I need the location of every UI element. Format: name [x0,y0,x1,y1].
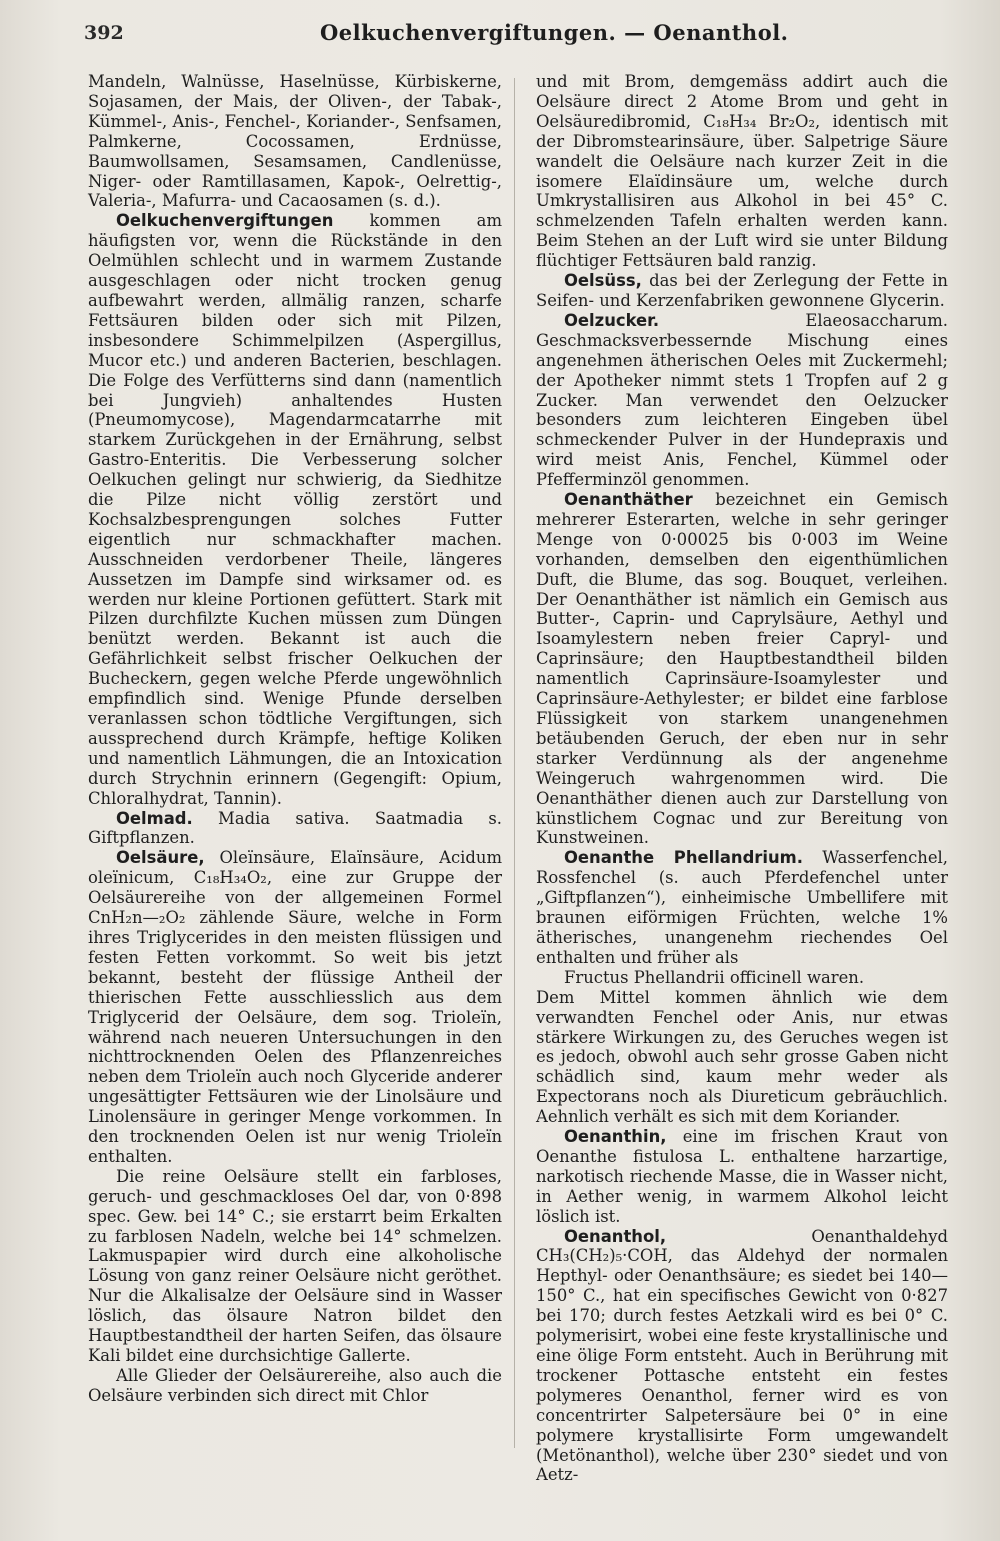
right-column [536,72,948,1485]
entry-headword: Oelsäure, [116,848,205,868]
paragraph-fructus: Fructus Phellandrii officinell waren. [564,967,865,987]
entry-text: Wasserfenchel, Rossfenchel (s. auch Pferdefenchel unter „Giftpflanzen“), einheimische Umbellifere mit braunen eiförmigen Früchten, welche 1% ätherisches, unangenehm riechendes Oel enthalten und früher als [536,848,948,967]
entry-oelkuchenvergiftungen [88,211,502,808]
entry-text: Oenanthaldehyd CH₃(CH₂)₅·COH, das Aldehyd der normalen Hepthyl- oder Oenanthsäure; es siedet bei 140—150° C., hat ein specifisches Gewicht von 0·827 bei 170; durch festes Aetzkali wird es bei 0° C. polymerisirt, wobei eine feste krystallinische und eine ölige Form entsteht. Auch in Berührung mit trockener Pottasche entsteht ein festes polymeres Oenanthol, ferner wird es von concentrirter Salpetersäure bei 0° in eine polymere krystallisirte Form umgewandelt (Metönanthol), welche über 230° siedet und von Aetz- [536,1226,948,1485]
entry-text: kommen am häufigsten vor, wenn die Rückstände in den Oelmühlen schlecht und in warmem Zustande ausgeschlagen oder nicht trocken genug aufbewahrt werden, allmälig ranzen, scharfe Fettsäuren bilden oder sich mit Pilzen, insbesondere Schimmelpilzen (Aspergillus, Mucor etc.) und anderen Bacterien, beschlagen. Die Folge des Verfütterns sind dann (namentlich bei Jungvieh) anhaltendes Husten (Pneumomycose), Magendarmcatarrhe mit starkem Zurückgehen in der Ernährung, selbst Gastro-Enteritis. Die Verbesserung solcher Oelkuchen gelingt nur schwierig, da Siedhitze die Pilze nicht völlig zerstört und Kochsalzbesprengungen solches Futter eigentlich nur schmackhafter machen. Ausschneiden verdorbener Theile, längeres Aussetzen im Dampfe sind wirksamer od. es werden nur kleine Portionen gefüttert. Stark mit Pilzen durchfilzte Kuchen müssen zum Düngen benützt werden. Bekannt ist auch die Gefährlichkeit selbst frischer Oelkuchen der Bucheckern, gegen welche Pferde ungewöhnlich empfindlich sind. Wenige Pfunde derselben veranlassen schon tödtliche Vergiftungen, sich aussprechend durch Krämpfe, heftige Koliken und namentlich Lähmungen, die an Intoxication durch Strychnin erinnern (Gegengift: Opium, Chloralhydrat, Tannin). [88,211,502,808]
entry-headword: Oenanthäther [564,490,693,510]
entry-oelmad [88,809,502,849]
paragraph-reine-oelsaeure: Die reine Oelsäure stellt ein farbloses, geruch- und geschmackloses Oel dar, von 0·898 spec. Gew. bei 14° C.; sie erstarrt beim Erkalten zu farblosen Nadeln, welche bei 14° schmelzen. Lakmuspapier wird durch eine alkoholische Lösung von ganz reiner Oelsäure nicht geröthet. Nur die Alkalisalze der Oelsäure sind in Wasser löslich, das ölsaure Natron bildet den Hauptbestandtheil der harten Seifen, das ölsaure Kali bildet eine durchsichtige Gallerte. [88,1166,502,1365]
left-column [88,72,502,1406]
column-divider [514,78,515,1448]
entry-text: das bei der Zerlegung der Fette in Seifen- und Kerzenfabriken gewonnene Glycerin. [536,271,948,310]
entry-text: Elaeosaccharum. Geschmacksverbessernde Mischung eines angenehmen ätherischen Oeles mit Zuckermehl; der Apotheker nimmt stets 1 Tropfen auf 2 g Zucker. Man verwendet den Oelzucker besonders zum leichteren Eingeben übel schmeckender Pulver in der Hundepraxis und wird meist Anis, Fenchel, Kümmel oder Pfefferminzöl genommen. [536,310,948,490]
page-header [80,18,960,52]
entry-continuation: und mit Brom, demgemäss addirt auch die Oelsäure direct 2 Atome Brom und geht in Oelsäuredibromid, C₁₈H₃₄ Br₂O₂, identisch mit der Dibromstearinsäure, über. Salpetrige Säure wandelt die Oelsäure nach kurzer Zeit in die isomere Elaïdinsäure um, welche durch Umkrystallisiren aus Alkohol in bei 45° C. schmelzenden Tafeln erhalten werden kann. Beim Stehen an der Luft wird sie unter Bildung flüchtiger Fettsäuren bald ranzig. [536,72,948,271]
entry-text: bezeichnet ein Gemisch mehrerer Esterarten, welche in sehr geringer Menge von 0·00025 bis 0·003 im Weine vorhanden, demselben den eigenthümlichen Duft, die Blume, das sog. Bouquet, verleihen. Der Oenanthäther ist nämlich ein Gemisch aus Butter-, Caprin- und Caprylsäure, Aethyl und Isoamylestern neben freier Capryl- und Caprinsäure; den Hauptbestandtheil bilden namentlich Caprinsäure-Isoamylester und Caprinsäure-Aethylester; er bildet eine farblose Flüssigkeit von starkem unangenehmen betäubenden Geruch, der eben nur in sehr starker Verdünnung als der angenehme Weingeruch wahrgenommen wird. Die Oenanthäther dienen auch zur Darstellung von künstlichem Cognac und zur Bereitung von Kunstweinen. [536,490,948,848]
entry-headword: Oenanthin, [564,1127,667,1147]
entry-oenanthe-phellandrium [536,848,948,967]
page-number: 392 [84,22,124,44]
entry-headword: Oelkuchenvergiftungen [116,211,334,231]
entry-text: Madia sativa. Saatmadia s. Giftpflanzen. [88,808,502,848]
entry-oenanthaether [536,490,948,848]
entry-oelsuess [536,271,948,311]
running-head: Oelkuchenvergiftungen. — Oenanthol. [320,20,789,45]
entry-oenanthol [536,1227,948,1486]
entry-headword: Oelsüss, [564,271,642,291]
entry-oelzucker [536,311,948,490]
entry-text: Oleïnsäure, Elaïnsäure, Acidum oleïnicum, C₁₈H₃₄O₂, eine zur Gruppe der Oelsäurereihe von der allgemeinen Formel CnH₂n—₂O₂ zählende Säure, welche in Form ihres Triglycerides in den meisten flüssigen und festen Fetten vorkommt. So weit bis jetzt bekannt, besteht der flüssige Antheil der thierischen Fette ausschliesslich aus dem Triglycerid der Oelsäure, dem sog. Trioleïn, während nach neueren Untersuchungen in den nichttrocknenden Oelen des Pflanzenreiches neben dem Trioleïn auch noch Glyceride anderer ungesättigter Fettsäuren wie der Linolsäure und Linolensäure in geringer Menge vorkommen. In den trocknenden Oelen ist nur wenig Trioleïn enthalten. [88,848,502,1166]
paragraph-wirkung: Dem Mittel kommen ähnlich wie dem verwandten Fenchel oder Anis, nur etwas stärkere Wirkungen zu, des Geruches wegen ist es jedoch, obwohl auch sehr grosse Gaben nicht schädlich sind, kaum mehr weder als Expectorans noch als Diureticum gebräuchlich. Aehnlich verhält es sich mit dem Koriander. [536,987,948,1127]
entry-headword: Oenanthe Phellandrium. [564,848,803,868]
entry-text: eine im frischen Kraut von Oenanthe fistulosa L. enthaltene harzartige, narkotisch riechende Masse, die in Wasser nicht, in Aether wenig, in warmem Alkohol leicht löslich ist. [536,1127,948,1226]
entry-headword: Oenanthol, [564,1226,667,1246]
entry-oenanthin [536,1127,948,1227]
entry-continuation: Mandeln, Walnüsse, Haselnüsse, Kürbiskerne, Sojasamen, der Mais, der Oliven-, der Tabak-, Kümmel-, Anis-, Fenchel-, Koriander-, Senfsamen, Palmkerne, Cocossamen, Erdnüsse, Baumwollsamen, Sesamsamen, Candlenüsse, Niger- oder Ramtillasamen, Kapok-, Oelrettig-, Valeria-, Mafurra- und Cacaosamen (s. d.). [88,72,502,211]
entry-headword: Oelmad. [116,808,193,828]
paragraph-oelsaeurereihe: Alle Glieder der Oelsäurereihe, also auch die Oelsäure verbinden sich direct mit Chlor [88,1365,502,1405]
entry-oelsaeure [88,848,502,1167]
entry-headword: Oelzucker. [564,310,660,330]
